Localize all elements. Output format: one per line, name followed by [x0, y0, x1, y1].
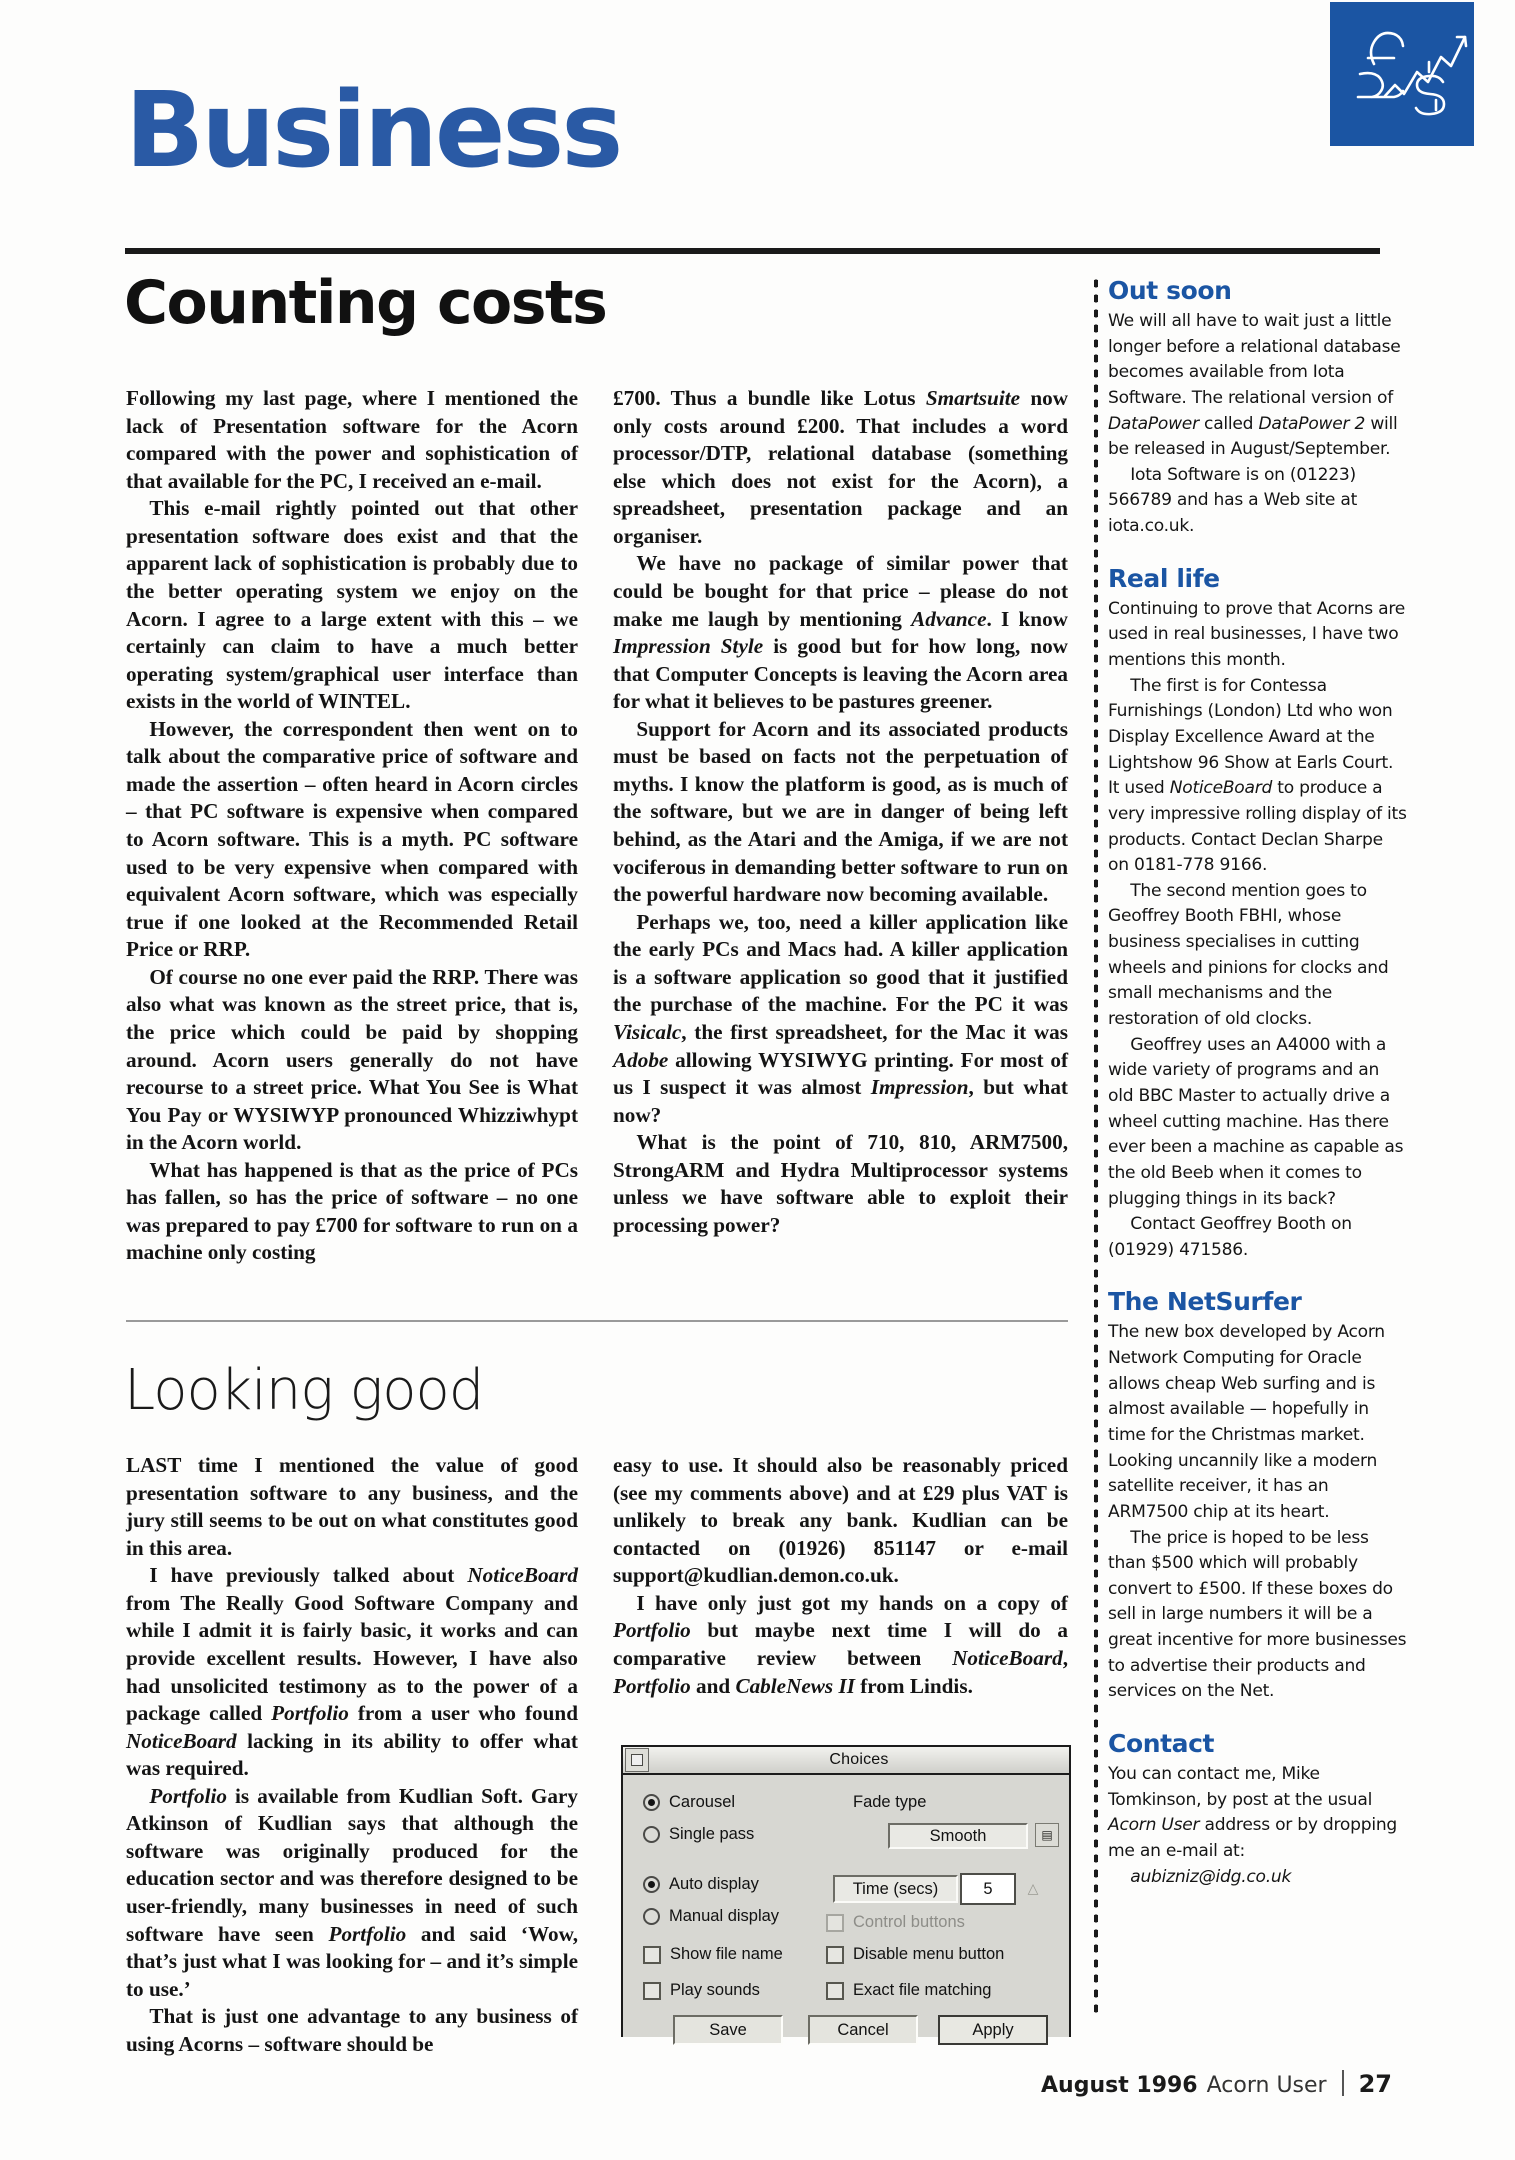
paragraph: £700. Thus a bundle like Lotus Smartsuite now only costs around £200. That includes a word processor/DTP, relational database (something else which does not exist for the Acorn), a spreadsheet, presentation package and an organiser. [613, 386, 1068, 548]
article-main-column-1 [126, 385, 578, 1267]
sidebar-paragraph: Continuing to prove that Acorns are used in real businesses, I have two mentions this month. [1108, 598, 1406, 671]
page-title: Counting costs [124, 268, 607, 338]
magazine-name: Acorn User [1206, 2073, 1327, 2098]
radio-indicator-manual-display [643, 1908, 660, 1925]
radio-indicator-carousel [643, 1794, 660, 1811]
stepper-arrows-icon[interactable]: △ [1027, 1879, 1039, 1896]
checkbox-control-buttons[interactable] [826, 1913, 965, 1932]
checkbox-label-play-sounds: Play sounds [670, 1981, 760, 1999]
page-number: 27 [1358, 2070, 1392, 2098]
paragraph: We have no package of similar power that could be bought for that price – please do not make me laugh by mentioning Advance. I know Impression Style is good but for how long, now that Computer Concepts is leaving the Acorn area for what it believes to be pastures greener. [613, 551, 1068, 714]
paragraph: This e-mail rightly pointed out that other presentation software does exist and that the apparent lack of sophistication is probably due to the better operating system we enjoy on the Acorn. I agree to a large extent with this – we certainly can claim to have a much better operating system/graphical user interface than exists in the world of WINTEL. [126, 496, 578, 714]
checkbox-label-exact-file-matching: Exact file matching [853, 1981, 992, 1999]
section-divider [126, 1320, 1068, 1322]
checkbox-indicator-disable-menu-button [826, 1946, 844, 1964]
article-second-column-2 [613, 1452, 1068, 1700]
paragraph: Of course no one ever paid the RRP. There was also what was known as the street price, that is, the price which could be paid by shopping around. Acorn users generally do not have recourse to a street price. What You See is What You Pay or WYSIWYP pronounced Whizziwhypt in the Acorn world. [126, 964, 578, 1155]
pound-dollar-chart-logo [1330, 2, 1474, 146]
sidebar-paragraph: We will all have to wait just a little longer before a relational database becomes available from Iota Software. The relational version of DataPower called DataPower 2 will be released in August/September. [1108, 311, 1401, 460]
page-footer [1041, 2066, 1392, 2098]
paragraph: I have previously talked about NoticeBoard from The Really Good Software Company and while I admit it is fairly basic, it works and can provide excellent results. However, I have also had unsolicited testimony as to the power of a package called Portfolio from a user who found NoticeBoard lacking in its ability to offer what was required. [126, 1563, 578, 1781]
radio-label-carousel: Carousel [669, 1793, 736, 1811]
radio-label-manual-display: Manual display [669, 1907, 780, 1925]
sidebar-body [1108, 1320, 1408, 1705]
paragraph: What has happened is that as the price of PCs has fallen, so has the price of software – no one was prepared to pay £700 for software to run on a machine only costing [126, 1157, 578, 1265]
article-second-column-1 [126, 1452, 578, 2058]
paragraph: However, the correspondent then went on to talk about the comparative price of software and made the assertion – often heard in Acorn circles – that PC software is expensive when compared to Acorn software. This is a myth. PC software used to be very expensive when compared with equivalent Acorn software, which was especially true if one looked at the Recommended Retail Price or RRP. [126, 716, 578, 962]
checkbox-indicator-show-file-name [643, 1946, 661, 1964]
section-title: Business [125, 69, 621, 191]
window-toggle-icon[interactable] [625, 1748, 649, 1772]
time-label: Time (secs) [833, 1875, 958, 1903]
sidebar-body [1108, 1762, 1408, 1890]
radio-indicator-auto-display [643, 1876, 660, 1893]
paragraph: Perhaps we, too, need a killer application like the early PCs and Macs had. A killer application is a software application so good that it justified the purchase of the machine. For the PC it was Visicalc, the first spreadsheet, for the Mac it was Adobe allowing WYSIWYG printing. For most of us I suspect it was almost Impression, but what now? [613, 909, 1068, 1127]
fade-type-label: Fade type [853, 1793, 927, 1811]
radio-carousel[interactable] [643, 1793, 735, 1812]
checkbox-label-disable-menu-button: Disable menu button [853, 1945, 1005, 1963]
checkbox-indicator-play-sounds [643, 1982, 661, 2000]
sidebar-paragraph: The price is hoped to be less than $500 which will probably convert to £500. If these boxes do sell in large numbers it will be a great incentive for more businesses to advertise their products and services on the Net. [1108, 1527, 1407, 1702]
popup-menu-icon[interactable]: ▤ [1035, 1823, 1059, 1847]
checkbox-label-show-file-name: Show file name [670, 1945, 783, 1963]
apply-button[interactable]: Apply [938, 2015, 1048, 2045]
paragraph: I have only just got my hands on a copy of Portfolio but maybe next time I will do a comparative review between NoticeBoard, Portfolio and CableNews II from Lindis. [613, 1590, 1068, 1698]
sidebar [1108, 276, 1408, 1890]
choices-dialog [621, 1745, 1071, 2037]
sidebar-paragraph: Geoffrey uses an A4000 with a wide variety of programs and an old BBC Master to actually drive a wheel cutting machine. Has there ever been a machine as capable as the old Beeb when it comes to plugging things in its back? [1108, 1034, 1404, 1209]
dialog-title: Choices [829, 1751, 889, 1768]
sidebar-heading: Real life [1108, 563, 1220, 593]
sidebar-heading: Out soon [1108, 276, 1232, 305]
save-button[interactable]: Save [673, 2015, 783, 2045]
sidebar-dotted-rule [1094, 276, 1098, 2016]
dialog-body [623, 1775, 1069, 2037]
masthead [125, 69, 1375, 218]
radio-label-auto-display: Auto display [669, 1875, 759, 1893]
paragraph: Portfolio is available from Kudlian Soft. Gary Atkinson of Kudlian says that although the software was originally produced for the education sector and was therefore designed to be user-friendly, many businesses in need of such software have seen Portfolio and said ‘Wow, that’s just what I was looking for – and it’s simple to use.’ [126, 1783, 578, 2001]
cancel-button[interactable]: Cancel [808, 2015, 918, 2045]
paragraph: Support for Acorn and its associated products must be based on facts not the perpetuation of myths. I know the platform is good, as is much of the software, but we are in danger of being left behind, as the Atari and the Amiga, if we are not vociferous in demanding better software to run on the powerful hardware now becoming available. [613, 716, 1068, 907]
paragraph: LAST time I mentioned the value of good presentation software to any business, and the jury still seems to be out on what constitutes good in this area. [126, 1453, 578, 1560]
radio-manual-display[interactable] [643, 1907, 779, 1926]
footer-divider [1342, 2070, 1344, 2096]
sidebar-paragraph: You can contact me, Mike Tomkinson, by post at the usual Acorn User address or by dropping me an e-mail at: [1108, 1764, 1398, 1861]
sidebar-paragraph: Iota Software is on (01223) 566789 and has a Web site at iota.co.uk. [1108, 464, 1358, 537]
issue-date: August 1996 [1041, 2073, 1198, 2098]
masthead-rule [125, 248, 1380, 254]
paragraph: What is the point of 710, 810, ARM7500, StrongARM and Hydra Multiprocessor systems unless we have software able to exploit their processing power? [613, 1130, 1068, 1237]
radio-auto-display[interactable] [643, 1875, 759, 1894]
article-main-column-2 [613, 385, 1068, 1239]
checkbox-play-sounds[interactable] [643, 1981, 760, 2000]
checkbox-exact-file-matching[interactable] [826, 1981, 991, 2000]
checkbox-indicator-control-buttons [826, 1914, 844, 1932]
sidebar-paragraph: The first is for Contessa Furnishings (London) Ltd who won Display Excellence Award at the Lightshow 96 Show at Earls Court. It used NoticeBoard to produce a very impressive rolling display of its products. Contact Declan Sharpe on 0181-778 9166. [1108, 675, 1407, 876]
checkbox-disable-menu-button[interactable] [826, 1945, 1004, 1964]
paragraph: Following my last page, where I mentioned the lack of Presentation software for the Acorn compared with the power and sophistication of that available for the PC, I received an e-mail. [126, 386, 578, 493]
checkbox-label-control-buttons: Control buttons [853, 1913, 965, 1931]
radio-label-single-pass: Single pass [669, 1825, 755, 1843]
radio-indicator-single-pass [643, 1826, 660, 1843]
paragraph: That is just one advantage to any business of using Acorns – software should be [126, 2004, 578, 2056]
sidebar-body [1108, 597, 1408, 1264]
secondary-headline: Looking good [124, 1358, 484, 1423]
checkbox-indicator-exact-file-matching [826, 1982, 844, 2000]
sidebar-paragraph: aubizniz@idg.co.uk [1130, 1866, 1292, 1887]
time-value-field[interactable]: 5 [960, 1873, 1016, 1905]
fade-type-value[interactable]: Smooth [888, 1823, 1028, 1849]
sidebar-heading: Contact [1108, 1729, 1215, 1759]
sidebar-body [1108, 309, 1408, 540]
sidebar-heading: The NetSurfer [1108, 1287, 1302, 1317]
sidebar-paragraph: Contact Geoffrey Booth on (01929) 471586. [1108, 1214, 1352, 1260]
radio-single-pass[interactable] [643, 1825, 754, 1844]
checkbox-show-file-name[interactable] [643, 1945, 783, 1964]
dialog-titlebar [623, 1747, 1069, 1775]
sidebar-paragraph: The second mention goes to Geoffrey Booth FBHI, whose business specialises in cutting wheels and pinions for clocks and small mechanisms and the restoration of old clocks. [1108, 880, 1389, 1030]
paragraph: easy to use. It should also be reasonably priced (see my comments above) and at £29 plus VAT is unlikely to break any bank. Kudlian can be contacted on (01926) 851147 or e-mail support@kudlian.demon.co.uk. [613, 1453, 1068, 1588]
sidebar-paragraph: The new box developed by Acorn Network Computing for Oracle allows cheap Web surfing and is almost available — hopefully in time for the Christmas market. Looking uncannily like a modern satellite receiver, it has an ARM7500 chip at its heart. [1108, 1322, 1385, 1522]
